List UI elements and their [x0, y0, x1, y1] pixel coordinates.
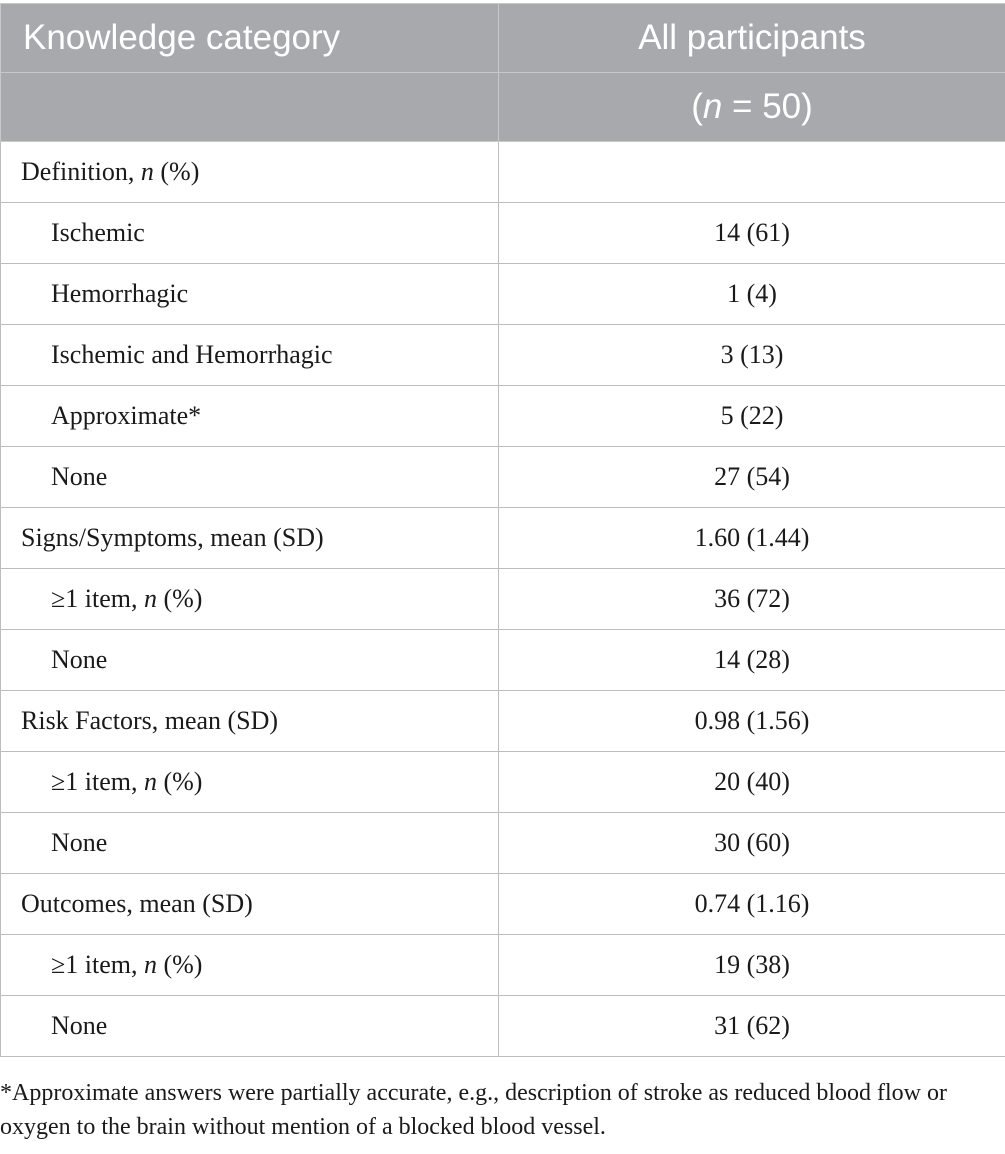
row-value: 20 (40)	[499, 752, 1005, 813]
row-label-text: Ischemic	[51, 218, 145, 247]
table-row	[1, 935, 1005, 996]
row-label	[1, 325, 499, 386]
header-knowledge-category: Knowledge category	[1, 4, 499, 73]
row-label-suffix: (%)	[153, 157, 200, 186]
row-value: 36 (72)	[499, 569, 1005, 630]
row-label-text: Outcomes, mean (SD)	[21, 889, 253, 918]
header-sample-rest: = 50)	[722, 87, 813, 126]
row-label-text: Hemorrhagic	[51, 279, 189, 308]
table-body	[1, 142, 1005, 1057]
table-row	[1, 569, 1005, 630]
row-label-var: n	[143, 767, 157, 796]
row-label-suffix: (%)	[156, 584, 203, 613]
row-label	[1, 386, 499, 447]
table-row	[1, 874, 1005, 935]
table-row	[1, 752, 1005, 813]
row-label	[1, 508, 499, 569]
table-row	[1, 325, 1005, 386]
row-label	[1, 264, 499, 325]
row-label	[1, 752, 499, 813]
row-label-text: None	[51, 462, 108, 491]
row-label-suffix: (%)	[156, 950, 203, 979]
row-label-text: ≥1 item,	[51, 767, 144, 796]
row-label	[1, 996, 499, 1057]
row-label	[1, 569, 499, 630]
table-row	[1, 691, 1005, 752]
header-sample-size	[499, 73, 1005, 142]
table-row	[1, 508, 1005, 569]
row-label-text: ≥1 item,	[51, 950, 144, 979]
row-label-var: n	[143, 950, 157, 979]
header-sample-var: n	[702, 87, 723, 126]
header-sample-open: (	[691, 87, 703, 126]
table-row	[1, 142, 1005, 203]
row-label-text: Risk Factors, mean (SD)	[21, 706, 279, 735]
header-blank-cell	[1, 73, 499, 142]
table-row	[1, 447, 1005, 508]
row-label	[1, 813, 499, 874]
row-label-text: None	[51, 645, 108, 674]
table-footnote: *Approximate answers were partially accurate, e.g., description of stroke as reduced blood flow or oxygen to the brain without mention of a blocked blood vessel.	[0, 1080, 947, 1140]
row-value: 14 (61)	[499, 203, 1005, 264]
row-value: 14 (28)	[499, 630, 1005, 691]
row-value	[499, 142, 1005, 203]
row-label-text: None	[51, 1011, 108, 1040]
row-value: 19 (38)	[499, 935, 1005, 996]
row-value: 30 (60)	[499, 813, 1005, 874]
table-row	[1, 386, 1005, 447]
table-row	[1, 630, 1005, 691]
row-label-text: Ischemic and Hemorrhagic	[51, 340, 333, 369]
row-label-text: Approximate*	[51, 401, 202, 430]
row-value: 31 (62)	[499, 996, 1005, 1057]
row-label-text: ≥1 item,	[51, 584, 144, 613]
row-label-var: n	[143, 584, 157, 613]
row-label	[1, 203, 499, 264]
row-label	[1, 630, 499, 691]
knowledge-table-container	[0, 3, 1005, 1057]
row-label-var: n	[140, 157, 154, 186]
row-label-suffix: (%)	[156, 767, 203, 796]
row-value: 0.74 (1.16)	[499, 874, 1005, 935]
table-row	[1, 203, 1005, 264]
row-label	[1, 874, 499, 935]
table-header	[1, 4, 1005, 142]
row-label	[1, 691, 499, 752]
row-value: 0.98 (1.56)	[499, 691, 1005, 752]
row-label-text: Definition,	[21, 157, 141, 186]
table-row	[1, 813, 1005, 874]
row-value: 5 (22)	[499, 386, 1005, 447]
table-row	[1, 996, 1005, 1057]
row-label	[1, 447, 499, 508]
row-value: 1 (4)	[499, 264, 1005, 325]
row-label	[1, 935, 499, 996]
table-row	[1, 264, 1005, 325]
row-value: 3 (13)	[499, 325, 1005, 386]
header-all-participants: All participants	[499, 4, 1005, 73]
knowledge-table	[0, 3, 1005, 1057]
row-value: 1.60 (1.44)	[499, 508, 1005, 569]
row-label	[1, 142, 499, 203]
row-value: 27 (54)	[499, 447, 1005, 508]
row-label-text: Signs/Symptoms, mean (SD)	[21, 523, 324, 552]
row-label-text: None	[51, 828, 108, 857]
